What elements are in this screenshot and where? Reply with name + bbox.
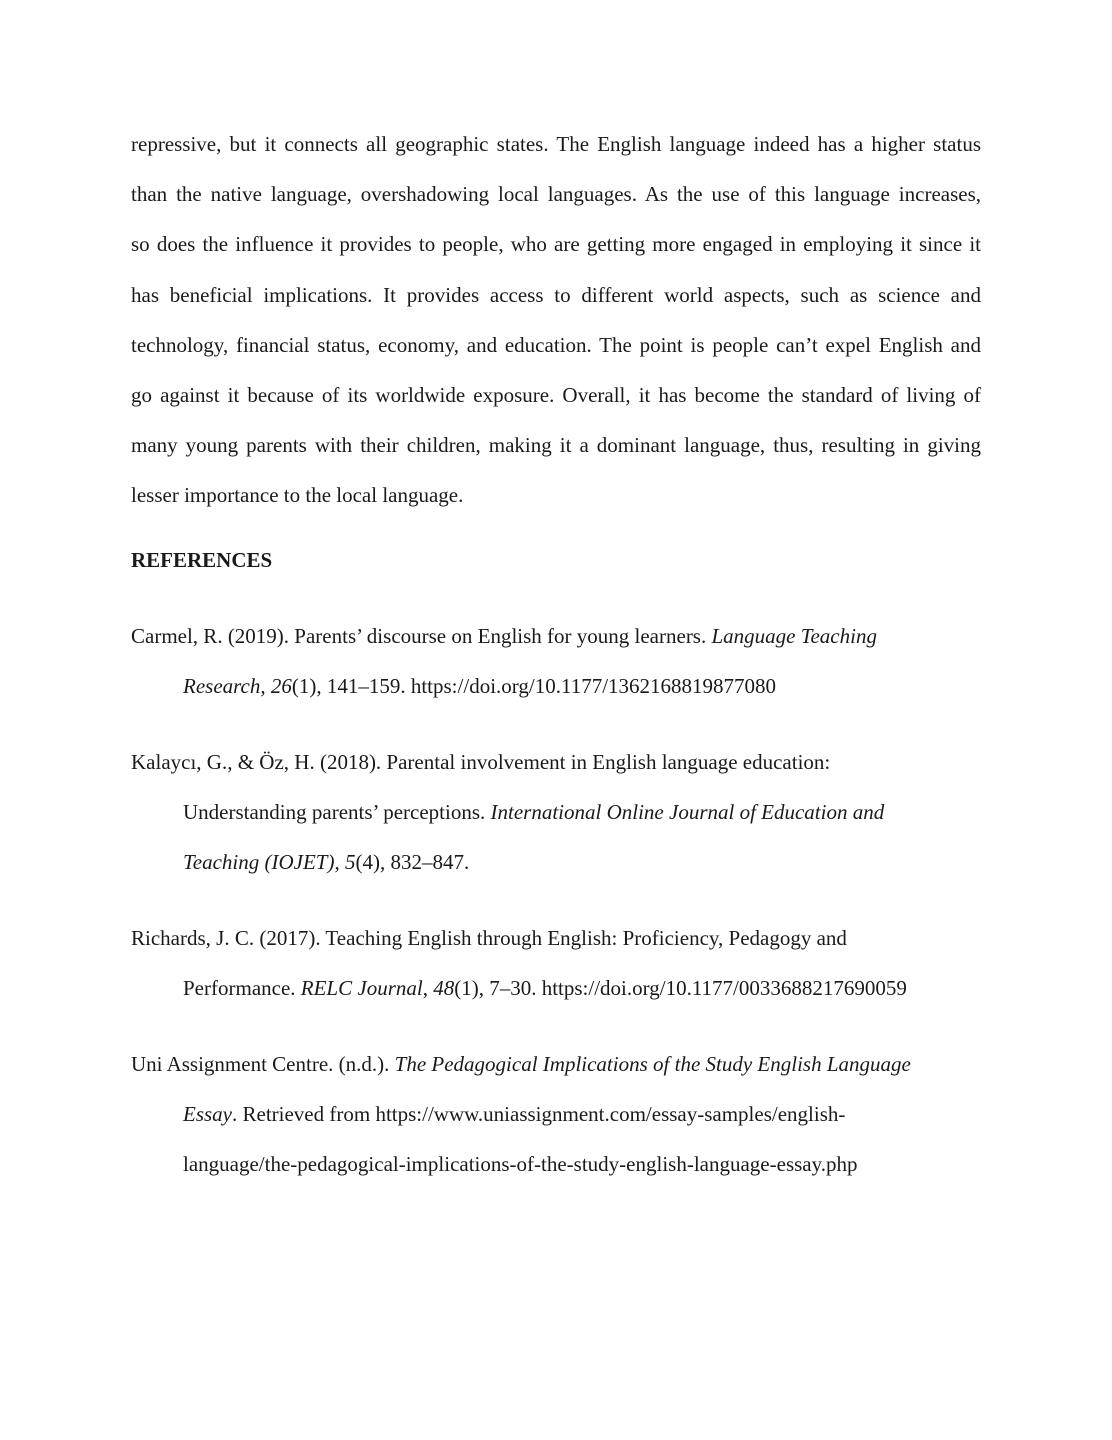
reference-entry-line bbox=[183, 799, 884, 825]
body-line: many young parents with their children, making it a dominant language, thus, resulting in giving bbox=[131, 433, 981, 457]
reference-journal-title: Teaching (IOJET) bbox=[183, 850, 335, 874]
reference-journal-title: RELC Journal bbox=[300, 976, 423, 1000]
reference-entry-line bbox=[183, 975, 907, 1001]
reference-work-title: Essay bbox=[183, 1102, 232, 1126]
reference-text: , bbox=[334, 850, 345, 874]
reference-entry-line bbox=[183, 673, 776, 699]
reference-entry-line bbox=[131, 925, 847, 951]
reference-text: Richards, J. C. (2017). Teaching English through English: Proficiency, Pedagogy and bbox=[131, 926, 847, 950]
references-heading: REFERENCES bbox=[131, 548, 273, 572]
reference-entry-line bbox=[183, 1101, 845, 1127]
body-line: so does the influence it provides to people, who are getting more engaged in employing it since it bbox=[131, 232, 981, 256]
body-line: has beneficial implications. It provides access to different world aspects, such as science and bbox=[131, 283, 981, 307]
reference-entry-line bbox=[183, 849, 469, 875]
reference-text: Understanding parents’ perceptions. bbox=[183, 800, 491, 824]
reference-text: (1), 141–159. https://doi.org/10.1177/1362168819877080 bbox=[291, 674, 777, 698]
reference-text: (1), 7–30. https://doi.org/10.1177/0033688217690059 bbox=[454, 976, 907, 1000]
reference-url: language/the-pedagogical-implications-of-the-study-english-language-essay.php bbox=[183, 1152, 858, 1176]
reference-journal-title: Research bbox=[183, 674, 261, 698]
reference-text: Performance. bbox=[183, 976, 301, 1000]
reference-volume: 26 bbox=[270, 674, 292, 698]
body-line: than the native language, overshadowing local languages. As the use of this language increases, bbox=[131, 182, 981, 206]
reference-journal-title: Language Teaching bbox=[711, 624, 877, 648]
body-line: technology, financial status, economy, and education. The point is people can’t expel English and bbox=[131, 333, 981, 357]
reference-text: Uni Assignment Centre. (n.d.). bbox=[131, 1052, 395, 1076]
reference-entry-line bbox=[183, 1151, 858, 1177]
reference-text: (4), 832–847. bbox=[355, 850, 470, 874]
reference-text: , bbox=[260, 674, 271, 698]
body-line: go against it because of its worldwide exposure. Overall, it has become the standard of living of bbox=[131, 383, 981, 407]
reference-volume: 5 bbox=[344, 850, 356, 874]
reference-text: Kalaycı, G., & Öz, H. (2018). Parental involvement in English language education: bbox=[131, 750, 831, 774]
body-line: lesser importance to the local language. bbox=[131, 483, 464, 507]
reference-text: Carmel, R. (2019). Parents’ discourse on English for young learners. bbox=[131, 624, 712, 648]
reference-volume: 48 bbox=[433, 976, 455, 1000]
reference-work-title: The Pedagogical Implications of the Study English Language bbox=[394, 1052, 911, 1076]
body-line: repressive, but it connects all geographic states. The English language indeed has a higher status bbox=[131, 132, 981, 156]
reference-entry-line bbox=[131, 749, 830, 775]
reference-journal-title: International Online Journal of Education and bbox=[490, 800, 885, 824]
reference-entry-line bbox=[131, 623, 877, 649]
reference-text: . Retrieved from https://www.uniassignment.com/essay-samples/english- bbox=[232, 1102, 846, 1126]
reference-entry-line bbox=[131, 1051, 911, 1077]
reference-text: , bbox=[422, 976, 434, 1000]
